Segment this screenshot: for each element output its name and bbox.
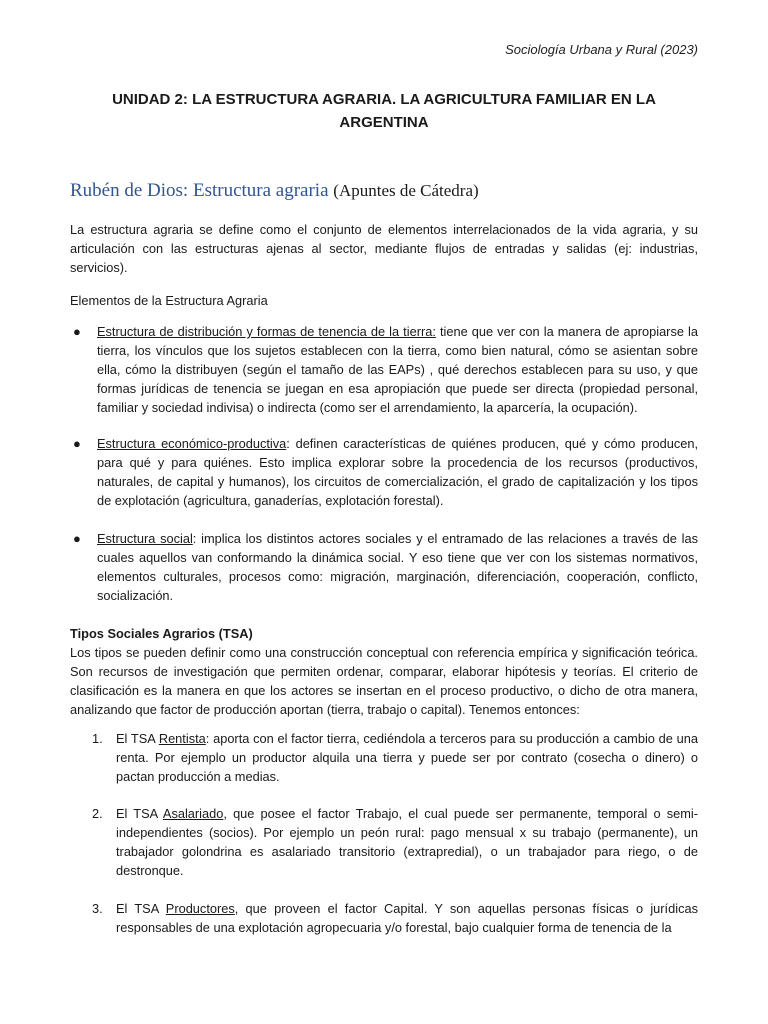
item-prefix: El TSA <box>116 901 166 916</box>
item-term: Productores <box>165 901 235 916</box>
bullet-text: : implica los distintos actores sociales y el entramado de las relaciones a través de las cuales aquellos van conformando la dinámica social. Y eso tiene que ver con los sistemas normativos, elementos culturales, procesos como: migración, marginación, diferenciación, cooperación, conflicto, socialización. <box>97 531 698 603</box>
bullet-term: Estructura social <box>97 531 193 546</box>
item-prefix: El TSA <box>116 731 159 746</box>
item-text: : aporta con el factor tierra, cediéndola a terceros para su producción a cambio de una renta. Por ejemplo un productor alquila una tierra y puede ser por contrato (cosecha o dinero) o pactan producción a medias. <box>116 731 698 784</box>
bullet-item <box>73 529 698 605</box>
item-prefix: El TSA <box>116 806 163 821</box>
bullet-term: Estructura económico-productiva <box>97 436 287 451</box>
tsa-section <box>70 624 698 719</box>
item-text: , que proveen el factor Capital. Y son aquellas personas físicas o jurídicas responsables de una explotación agropecuaria y/o forestal, bajo cualquier forma de tenencia de la <box>116 901 698 935</box>
bullet-term: Estructura de distribución y formas de tenencia de la tierra: <box>97 324 436 339</box>
item-term: Asalariado <box>162 806 224 821</box>
item-term: Rentista <box>158 731 206 746</box>
item-number: 1. <box>92 731 103 746</box>
section-title-sub: (Apuntes de Cátedra) <box>333 181 479 200</box>
numbered-item <box>92 804 699 880</box>
tsa-title: Tipos Sociales Agrarios (TSA) <box>70 626 253 641</box>
tsa-paragraph: Los tipos se pueden definir como una construcción conceptual con referencia empírica y significación teórica. Son recursos de investigación que permiten ordenar, comparar, elaborar hipótesis y teorías. El criterio de clasificación es la manera en que los actores se insertan en el proceso productivo, o dicho de otra manera, analizando que factor de producción aportan (tierra, trabajo o capital). Tenemos entonces: <box>70 645 698 717</box>
intro-paragraph: La estructura agraria se define como el conjunto de elementos interrelacionados de la vida agraria, y su articulación con las estructuras ajenas al sector, mediante flujos de entradas y salidas (ej: industrias, servicios). <box>70 222 698 275</box>
bullet-dot: ● <box>73 324 81 339</box>
course-header: Sociología Urbana y Rural (2023) <box>505 42 698 57</box>
section-title <box>70 180 479 202</box>
numbered-item <box>92 729 698 786</box>
bullet-dot: ● <box>73 531 81 546</box>
bullet-item <box>73 322 698 417</box>
item-text: , que posee el factor Trabajo, el cual puede ser permanente, temporal o semi-independientes (socios). Por ejemplo un peón rural: pago mensual x su trabajo (permanente), un trabajador golondrina es asalariado transitorio (extrapredial), o un trabajador para riego, o de destronque. <box>116 806 699 878</box>
bullet-text: tiene que ver con la manera de apropiarse la tierra, los vínculos que los sujetos establecen con la tierra, como bien natural, cómo se asientan sobre ella, cómo la distribuyen (según el tamaño de las EAPs) , qué derechos establecen para su uso, y que formas jurídicas de tenencia se juegan en esa apropiación que puede ser directa (propiedad personal, familiar y sociedad indivisa) o indirecta (como ser el arrendamiento, la aparcería, la ocupación). <box>97 324 698 415</box>
numbered-item <box>92 899 698 937</box>
section-title-main: Rubén de Dios: Estructura agraria <box>70 180 329 201</box>
elements-heading: Elementos de la Estructura Agraria <box>70 293 268 308</box>
item-number: 2. <box>92 806 103 821</box>
bullet-item <box>73 434 699 510</box>
item-number: 3. <box>92 901 103 916</box>
bullet-dot: ● <box>73 436 81 451</box>
bullet-text: : definen características de quiénes producen, qué y cómo producen, para qué y para quiénes. Esto implica explorar sobre la procedencia de los recursos (productivos, naturales, de capital y humanos), los circuitos de comercialización, el grado de capitalización y los tipos de explotación (agricultura, ganaderías, explotación forestal). <box>97 436 699 508</box>
unit-title: UNIDAD 2: LA ESTRUCTURA AGRARIA. LA AGRICULTURA FAMILIAR EN LA ARGENTINA <box>112 91 656 131</box>
